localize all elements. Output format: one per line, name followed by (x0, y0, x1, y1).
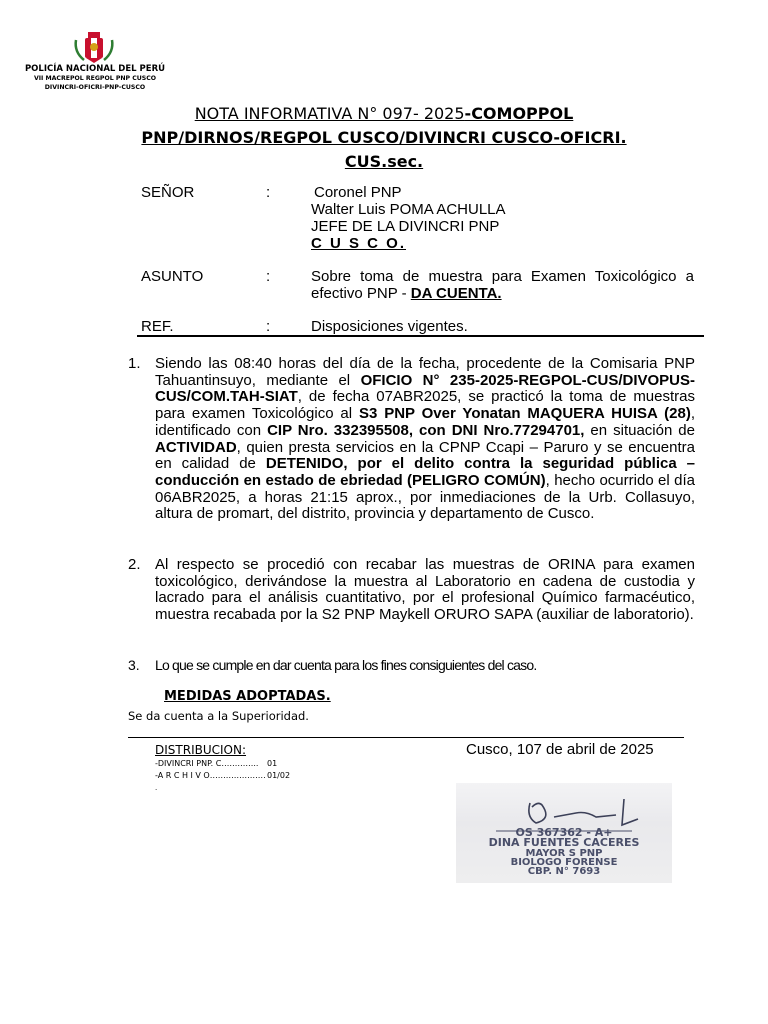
paragraph-segment: CIP Nro. 332395508, con DNI Nro.77294701, (267, 421, 585, 439)
document-title (100, 102, 668, 174)
paragraph-segment: Al respecto se procedió con recabar las muestras de ORINA para examen toxicológico, derivándose la muestra al Laboratorio en cadena de custodia y lacrado para el análisis cuantitativo, por el profesional Químico farmacéutico, muestra recabada por la S2 PNP Maykell ORURO SAPA (auxiliar de laboratorio). (155, 556, 695, 624)
header-subtitle: VII MACREPOL REGPOL PNP CUSCO (33, 75, 157, 82)
stamp-line-3: MAYOR S PNP (525, 848, 603, 859)
paragraph-segment: , quien presta servicios en la CPNP Ccapi – Paruro y se encuentra en calidad de (155, 438, 695, 473)
footer-divider (128, 737, 684, 738)
title-number: NOTA INFORMATIVA N° 097- 2025 (194, 104, 465, 123)
paragraph-segment: , identificado con (155, 405, 695, 439)
paragraph-segment: , de fecha 07ABR2025, se practicó la toma de muestras para examen Toxicológico al (155, 388, 695, 423)
distribucion-row-value: 01/02 (267, 771, 291, 780)
addressee-city-text: C U S C O. (311, 235, 407, 252)
police-crest-logo (72, 30, 116, 64)
paragraph-2-number: 2. (128, 556, 141, 573)
paragraph-segment: S3 PNP Over Yonatan MAQUERA HUISA (28) (358, 405, 691, 423)
paragraph-segment: Siendo las 08:40 horas del día de la fecha, procedente de la Comisaria PNP Tahuantinsuyo, mediante el (155, 355, 695, 389)
ref-label: REF. (141, 318, 174, 335)
ref-text: Disposiciones vigentes. (311, 318, 468, 335)
paragraph-2-text (155, 557, 695, 624)
distribucion-title: DISTRIBUCION: (155, 743, 247, 757)
signature-stamp (456, 783, 672, 883)
addressee-rank: Coronel PNP (314, 184, 402, 201)
title-line2: PNP/DIRNOS/REGPOL CUSCO/DIVINCRI CUSCO-OFICRI. (141, 128, 627, 147)
medidas-title: MEDIDAS ADOPTADAS. (164, 689, 331, 704)
paragraph-segment: OFICIO N° 235-2025-REGPOL-CUS/DIVOPUS-CUS/COM.TAH-SIAT (155, 371, 695, 406)
paragraph-1-number: 1. (128, 355, 141, 372)
stamp-line-1: OS 367362 - A+ (515, 826, 613, 839)
paragraph-1 (128, 356, 698, 546)
stamp-line-4: BIOLOGO FORENSE (510, 857, 618, 868)
paragraph-1-text (155, 356, 695, 523)
senor-label: SEÑOR (141, 184, 195, 201)
header-unit: DIVINCRI-OFICRI-PNP-CUSCO (44, 84, 146, 91)
paragraph-3-text: Lo que se cumple en dar cuenta para los fines consiguientes del caso. (155, 657, 537, 673)
institution-name: POLICÍA NACIONAL DEL PERÚ (24, 64, 166, 74)
addressee-position: JEFE DE LA DIVINCRI PNP (311, 218, 500, 235)
paragraph-segment: en situación de (584, 421, 695, 439)
paragraph-segment: ACTIVIDAD (155, 438, 237, 456)
asunto-text (311, 268, 694, 302)
asunto-label: ASUNTO (141, 268, 204, 285)
title-unit: -COMOPPOL (464, 104, 574, 123)
asunto-da-cuenta: DA CUENTA. (410, 285, 502, 302)
paragraph-2 (128, 557, 698, 647)
stamp-line-2: DINA FUENTES CACERES (488, 836, 640, 849)
header-divider (137, 335, 704, 337)
paragraph-segment: , hecho ocurrido el día 06ABR2025, a horas 21:15 aprox., por inmediaciones de la Urb. Collasuyo, altura de promart, del distrito, provincia y departamento de Cusco. (155, 471, 695, 523)
medidas-text: Se da cuenta a la Superioridad. (128, 709, 309, 723)
title-line3: CUS.sec. (344, 152, 424, 171)
distribucion-row-label: -A R C H I V O………………… (155, 771, 266, 780)
signature-drawing (456, 783, 672, 883)
senor-colon: : (266, 184, 271, 201)
document-date: Cusco, 107 de abril de 2025 (466, 741, 654, 758)
distribucion-dot: . (155, 783, 158, 792)
distribucion-row-value: 01 (267, 759, 278, 768)
asunto-body: Sobre toma de muestra para Examen Toxicológico a efectivo PNP - (311, 268, 694, 302)
distribucion-row-label: -DIVINCRI PNP. C………….. (155, 759, 259, 768)
stamp-line-5: CBP. N° 7693 (527, 866, 601, 877)
asunto-colon: : (266, 268, 271, 285)
ref-colon: : (266, 318, 271, 335)
addressee-city (311, 235, 406, 252)
addressee-name: Walter Luis POMA ACHULLA (311, 201, 506, 218)
paragraph-3-number: 3. (128, 657, 140, 673)
paragraph-segment: DETENIDO, por el delito contra la seguridad pública – conducción en estado de ebriedad (PELIGRO COMÚN) (155, 455, 695, 489)
